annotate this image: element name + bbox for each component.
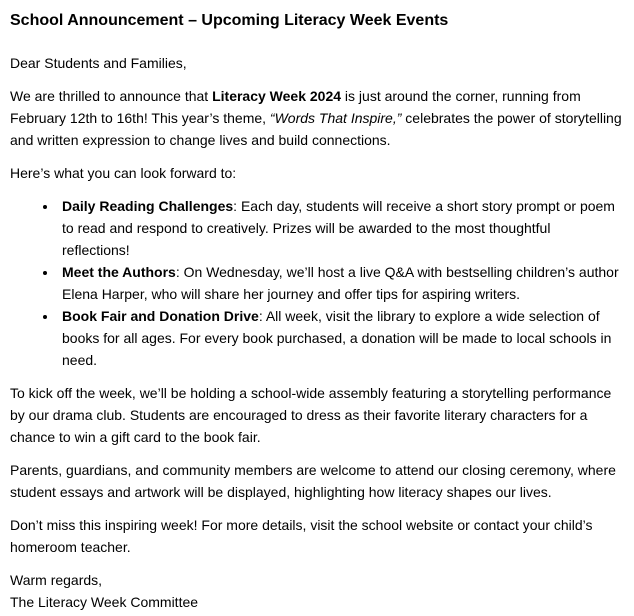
list-item-book-fair (58, 305, 622, 371)
intro-text-end: celebrates the power of storytelling and written expression to change lives and build connections. (10, 110, 622, 148)
intro-theme-phrase: “Words That Inspire,” (269, 110, 402, 126)
intro-text-start: We are thrilled to announce that (10, 88, 213, 104)
page-title: School Announcement – Upcoming Literacy Week Events (10, 12, 449, 29)
bullet-text: : Each day, students will receive a short story prompt or poem to read and respond to creatively. Prizes will be awarded to the most thoughtful reflections! (62, 198, 615, 258)
closing-ceremony-paragraph: Parents, guardians, and community members are welcome to attend our closing ceremony, where student essays and artwork will be displayed, highlighting how literacy shapes our lives. (10, 462, 616, 500)
bullet-text: : All week, visit the library to explore a wide selection of books for all ages. For every book purchased, a donation will be made to local schools in need. (62, 308, 612, 368)
intro-bold-phrase: Literacy Week 2024 (212, 88, 342, 104)
signature-block (10, 569, 622, 613)
assembly-paragraph: To kick off the week, we’ll be holding a school-wide assembly featuring a storytelling performance by our drama club. Students are encouraged to dress as their favorite literary characters for a chance to win a gift card to the book fair. (10, 385, 612, 445)
intro-text-mid: is just around the corner, running from February 12th to 16th! This year’s theme, (10, 88, 581, 126)
bullet-label: Daily Reading Challenges (62, 198, 234, 214)
call-to-action-paragraph: Don’t miss this inspiring week! For more details, visit the school website or contact your child’s homeroom teacher. (10, 517, 593, 555)
intro-paragraph (10, 85, 622, 151)
bullet-label: Book Fair and Donation Drive (62, 308, 259, 324)
signature-name: The Literacy Week Committee (10, 594, 199, 610)
bullet-label: Meet the Authors (62, 264, 176, 280)
signature-line: Warm regards, (10, 572, 103, 588)
event-list (10, 195, 622, 371)
list-item-meet-authors (58, 261, 622, 305)
lead-in-line: Here’s what you can look forward to: (10, 165, 237, 181)
bullet-text: : On Wednesday, we’ll host a live Q&A with bestselling children’s author Elena Harper, who will share her journey and offer tips for aspiring writers. (62, 264, 619, 302)
salutation: Dear Students and Families, (10, 55, 187, 71)
list-item-daily-reading (58, 195, 622, 261)
